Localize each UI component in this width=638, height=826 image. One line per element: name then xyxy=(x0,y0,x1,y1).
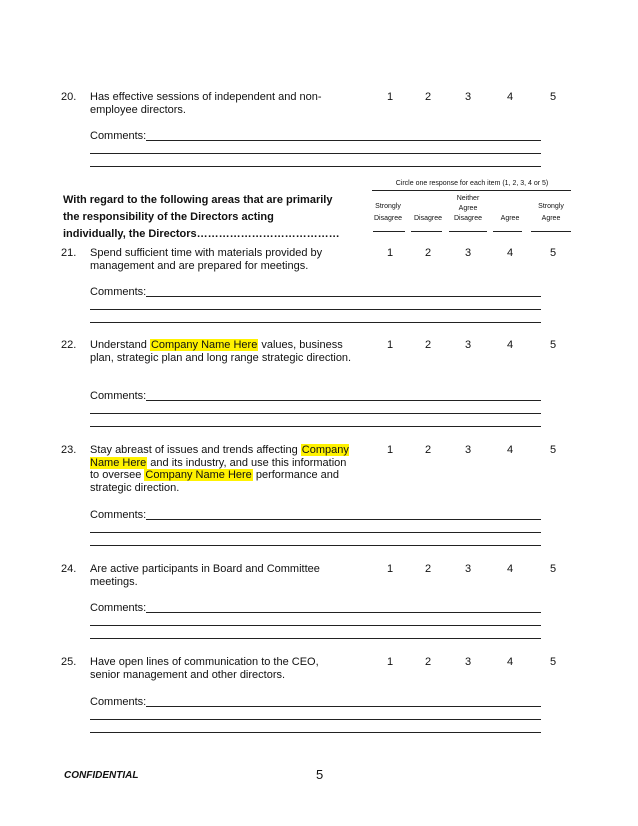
section-title: With regard to the following areas that are primarily the responsibility of the Directors acting individually, the Directors………………………………… xyxy=(63,194,340,240)
rating-1[interactable]: 1 xyxy=(386,656,394,668)
rating-3[interactable]: 3 xyxy=(464,444,472,456)
rating-3[interactable]: 3 xyxy=(464,91,472,103)
scale-label-strongly-disagree: Strongly Disagree xyxy=(373,203,402,222)
rating-1[interactable]: 1 xyxy=(386,339,394,351)
comments-line[interactable] xyxy=(90,719,541,720)
comments-line[interactable] xyxy=(146,400,541,401)
question-text: Spend sufficient time with materials provided by management and are prepared for meetings. xyxy=(90,247,323,272)
comments-line[interactable] xyxy=(90,322,541,323)
comments-line[interactable] xyxy=(90,153,541,154)
rating-5[interactable]: 5 xyxy=(549,91,557,103)
comments-label: Comments: xyxy=(90,602,147,614)
scale-label-neither: Neither Agree Disagree xyxy=(453,195,482,222)
rating-4[interactable]: 4 xyxy=(506,339,514,351)
scale-underline xyxy=(373,231,405,232)
rating-2[interactable]: 2 xyxy=(424,339,432,351)
rating-2[interactable]: 2 xyxy=(424,91,432,103)
rating-2[interactable]: 2 xyxy=(424,247,432,259)
comments-line[interactable] xyxy=(146,519,541,520)
rating-2[interactable]: 2 xyxy=(424,656,432,668)
question-number: 25. xyxy=(61,656,77,668)
scale-label-agree: Agree xyxy=(500,215,520,222)
question-text: Stay abreast of issues and trends affecting Company Name Here and its industry, and use this information to oversee Company Name Here performance and strategic direction. xyxy=(90,444,349,494)
comments-line[interactable] xyxy=(90,413,541,414)
rating-4[interactable]: 4 xyxy=(506,91,514,103)
company-name-highlight: Company Name Here xyxy=(90,444,349,469)
company-name-highlight: Company Name Here xyxy=(145,469,252,481)
rating-1[interactable]: 1 xyxy=(386,247,394,259)
comments-line[interactable] xyxy=(90,625,541,626)
rating-5[interactable]: 5 xyxy=(549,247,557,259)
comments-line[interactable] xyxy=(146,296,541,297)
comments-line[interactable] xyxy=(90,545,541,546)
comments-line[interactable] xyxy=(146,612,541,613)
rating-5[interactable]: 5 xyxy=(549,563,557,575)
comments-line[interactable] xyxy=(90,532,541,533)
page-number: 5 xyxy=(316,767,324,782)
scale-underline xyxy=(411,231,442,232)
question-number: 20. xyxy=(61,91,77,103)
rating-5[interactable]: 5 xyxy=(549,444,557,456)
rating-3[interactable]: 3 xyxy=(464,656,472,668)
question-number: 21. xyxy=(61,247,77,259)
comments-label: Comments: xyxy=(90,130,147,142)
comments-line[interactable] xyxy=(90,309,541,310)
rating-4[interactable]: 4 xyxy=(506,656,514,668)
scale-label-disagree: Disagree xyxy=(413,215,442,222)
comments-line[interactable] xyxy=(90,638,541,639)
rating-4[interactable]: 4 xyxy=(506,247,514,259)
question-text: Understand Company Name Here values, business plan, strategic plan and long range strategic direction. xyxy=(90,339,352,364)
rating-1[interactable]: 1 xyxy=(386,563,394,575)
rating-3[interactable]: 3 xyxy=(464,339,472,351)
scale-underline xyxy=(449,231,487,232)
question-text: Are active participants in Board and Committee meetings. xyxy=(90,563,320,588)
rating-2[interactable]: 2 xyxy=(424,444,432,456)
scale-underline xyxy=(493,231,522,232)
question-number: 23. xyxy=(61,444,77,456)
scale-label-strongly-agree: Strongly Agree xyxy=(538,203,564,222)
company-name-highlight: Company Name Here xyxy=(150,339,258,351)
comments-label: Comments: xyxy=(90,696,147,708)
rating-4[interactable]: 4 xyxy=(506,563,514,575)
rating-3[interactable]: 3 xyxy=(464,563,472,575)
rating-1[interactable]: 1 xyxy=(386,91,394,103)
rating-4[interactable]: 4 xyxy=(506,444,514,456)
scale-instruction: Circle one response for each item (1, 2, 3, 4 or 5) xyxy=(395,180,549,187)
question-text: Have open lines of communication to the CEO, senior management and other directors. xyxy=(90,656,319,681)
rating-5[interactable]: 5 xyxy=(549,656,557,668)
comments-line[interactable] xyxy=(146,140,541,141)
comments-label: Comments: xyxy=(90,509,147,521)
question-text: Has effective sessions of independent and non-employee directors. xyxy=(90,91,322,116)
confidential-label: CONFIDENTIAL xyxy=(64,770,139,781)
rating-1[interactable]: 1 xyxy=(386,444,394,456)
scale-underline xyxy=(531,231,571,232)
scale-divider xyxy=(372,190,571,191)
rating-2[interactable]: 2 xyxy=(424,563,432,575)
comments-line[interactable] xyxy=(90,732,541,733)
comments-label: Comments: xyxy=(90,390,147,402)
question-number: 22. xyxy=(61,339,77,351)
rating-3[interactable]: 3 xyxy=(464,247,472,259)
comments-line[interactable] xyxy=(90,426,541,427)
rating-5[interactable]: 5 xyxy=(549,339,557,351)
question-number: 24. xyxy=(61,563,77,575)
comments-line[interactable] xyxy=(146,706,541,707)
comments-line[interactable] xyxy=(90,166,541,167)
comments-label: Comments: xyxy=(90,286,147,298)
